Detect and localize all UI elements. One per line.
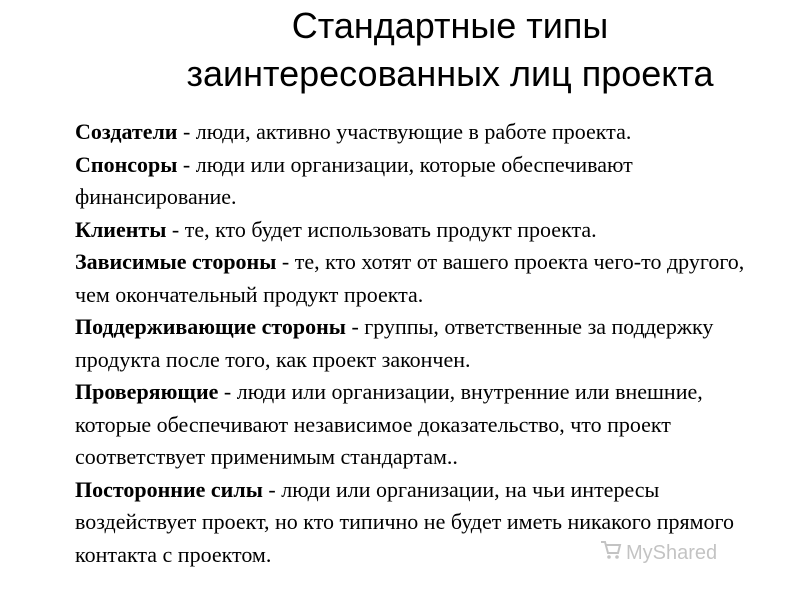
definition-term: Проверяющие [75, 379, 219, 404]
definition-item-supporters [75, 311, 775, 376]
definition-item-creators [75, 116, 775, 149]
definition-item-clients [75, 214, 775, 247]
definition-text: - те, кто будет использовать продукт проекта. [166, 216, 597, 242]
definition-term: Клиенты [75, 216, 167, 242]
slide-title [120, 2, 780, 98]
title-line-1: Стандартные типы [291, 5, 609, 46]
watermark [600, 540, 717, 566]
definition-term: Поддерживающие стороны [75, 314, 346, 339]
cart-icon [600, 540, 622, 566]
definition-text: - люди или организации, которые обеспечивают финансирование. [75, 151, 633, 209]
definition-term: Спонсоры [75, 151, 178, 177]
definition-text: - те, кто хотят от вашего проекта чего-то другого, чем окончательный продукт проекта. [75, 249, 745, 307]
watermark-text: MyShared [626, 541, 718, 564]
definition-text: - люди, активно участвующие в работе проекта. [177, 119, 632, 144]
title-line-2: заинтересованных лиц проекта [186, 53, 714, 94]
definition-term: Зависимые стороны [75, 249, 277, 274]
definition-term: Создатели [75, 119, 178, 144]
definition-item-reviewers [75, 376, 775, 474]
definition-item-sponsors [75, 149, 775, 214]
definitions-list [75, 116, 775, 571]
definition-text: - группы, ответственные за поддержку продукта после того, как проект закончен. [75, 314, 714, 372]
definition-term: Посторонние силы [75, 476, 263, 502]
definition-text: - люди или организации, на чьи интересы воздействует проект, но кто типично не будет иметь никакого прямого контакта с проектом. [75, 476, 734, 567]
definition-item-dependents [75, 246, 775, 311]
definition-text: - люди или организации, внутренние или внешние, которые обеспечивают независимое доказательство, что проект соответствует применимым стандартам.. [75, 379, 703, 469]
